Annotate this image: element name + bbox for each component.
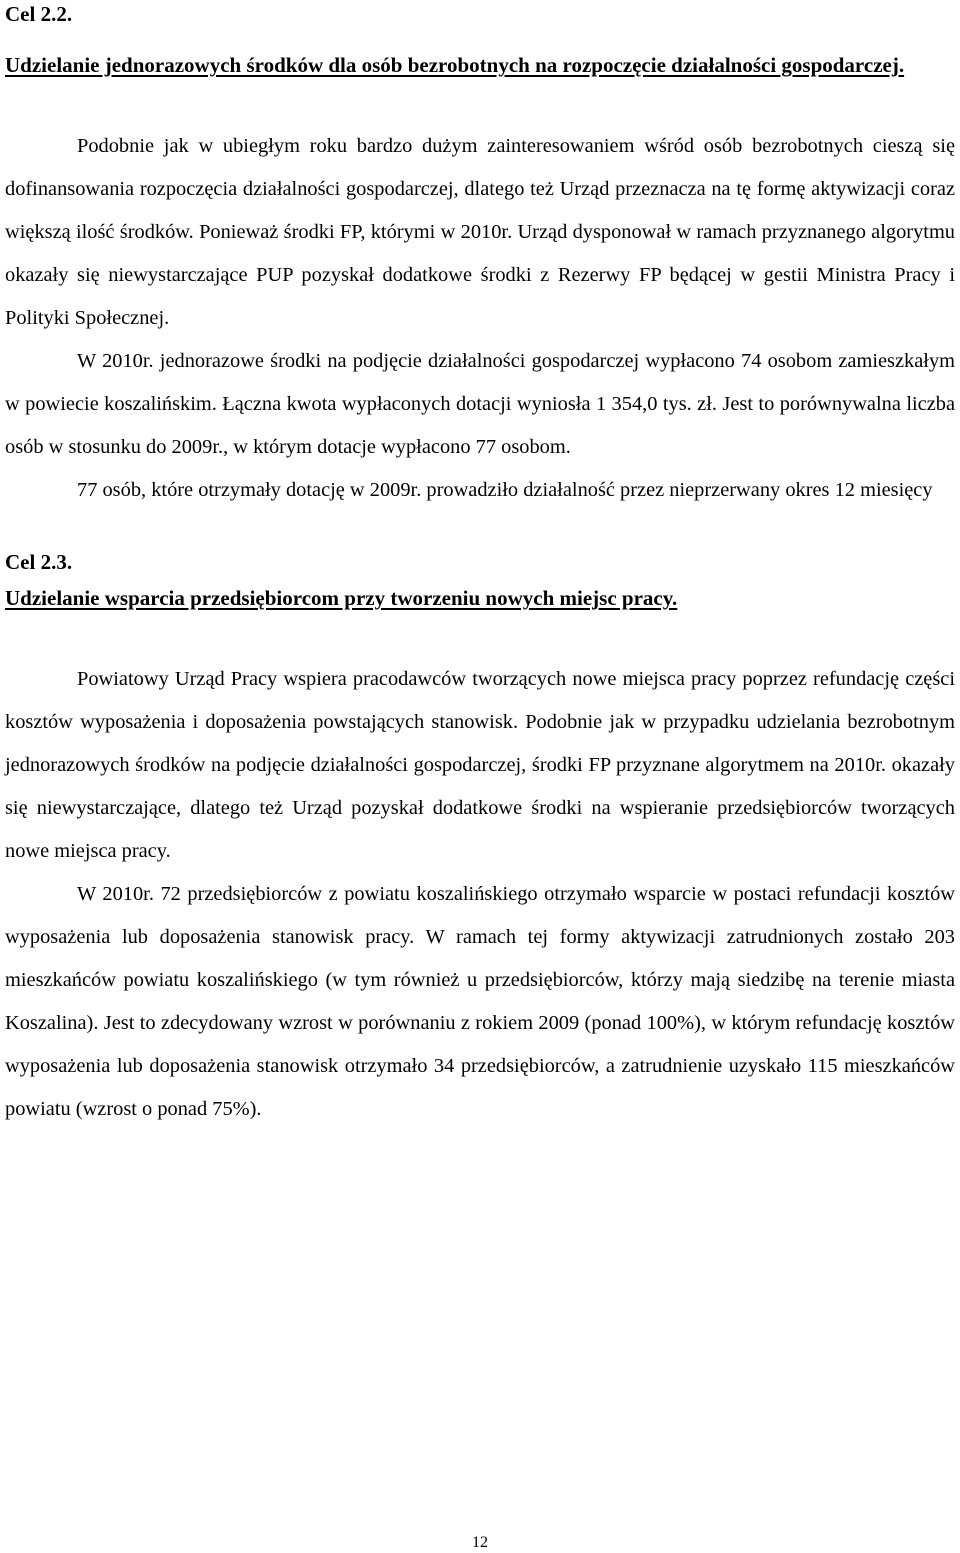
page-number: 12 (472, 1534, 488, 1551)
spacer (5, 512, 955, 548)
section-1-title: Udzielanie jednorazowych środków dla osób bezrobotnych na rozpoczęcie działalności gospodarczej. (5, 53, 905, 77)
document-page (5, 0, 955, 1131)
section-2-paragraph-1: Powiatowy Urząd Pracy wspiera pracodawców tworzących nowe miejsca pracy poprzez refundację części kosztów wyposażenia i doposażenia powstających stanowisk. Podobnie jak w przypadku udzielania bezrobotnym jednorazowych środków na podjęcie działalności gospodarczej, środki FP przyznane algorytmem na 2010r. okazały się niewystarczające, dlatego też Urząd pozyskał dodatkowe środki na wspieranie przedsiębiorców tworzących nowe miejsca pracy. (5, 668, 955, 862)
section-1-paragraph-2: W 2010r. jednorazowe środki na podjęcie działalności gospodarczej wypłacono 74 osobom zamieszkałym w powiecie koszalińskim. Łączna kwota wypłaconych dotacji wyniosła 1 354,0 tys. zł. Jest to porównywalna liczba osób w stosunku do 2009r., w którym dotacje wypłacono 77 osobom. (5, 350, 955, 458)
section-2-label: Cel 2.3. (5, 550, 73, 574)
section-1-paragraph-3: 77 osób, które otrzymały dotację w 2009r. prowadziło działalność przez nieprzerwany okres 12 miesięcy (77, 479, 933, 501)
section-1-label: Cel 2.2. (5, 2, 73, 26)
section-2-paragraph-2: W 2010r. 72 przedsiębiorców z powiatu koszalińskiego otrzymało wsparcie w postaci refundacji kosztów wyposażenia lub doposażenia stanowisk pracy. W ramach tej formy aktywizacji zatrudnionych zostało 203 mieszkańców powiatu koszalińskiego (w tym również u przedsiębiorców, którzy mają siedzibę na terenie miasta Koszalina). Jest to zdecydowany wzrost w porównaniu z rokiem 2009 (ponad 100%), w którym refundację kosztów wyposażenia lub doposażenia stanowisk otrzymało 34 przedsiębiorców, a zatrudnienie uzyskało 115 mieszkańców powiatu (wzrost o ponad 75%). (5, 883, 955, 1120)
section-2-title: Udzielanie wsparcia przedsiębiorcom przy tworzeniu nowych miejsc pracy. (5, 586, 678, 610)
section-1-paragraph-1: Podobnie jak w ubiegłym roku bardzo dużym zainteresowaniem wśród osób bezrobotnych cieszą się dofinansowania rozpoczęcia działalności gospodarczej, dlatego też Urząd przeznacza na tę formę aktywizacji coraz większą ilość środków. Ponieważ środki FP, którymi w 2010r. Urząd dysponował w ramach przyznanego algorytmu okazały się niewystarczające PUP pozyskał dodatkowe środki z Rezerwy FP będącej w gestii Ministra Pracy i Polityki Społecznej. (5, 135, 955, 329)
spacer (5, 620, 955, 658)
spacer (5, 87, 955, 125)
